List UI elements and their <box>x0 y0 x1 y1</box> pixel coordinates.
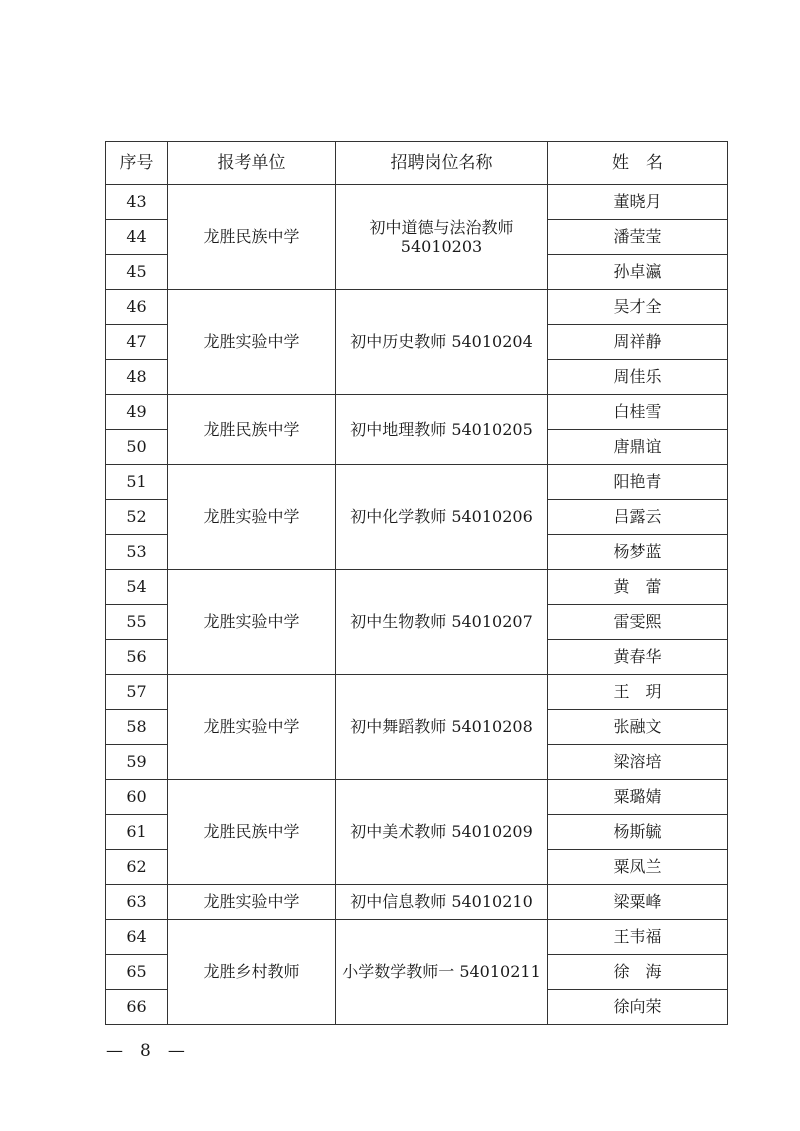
name-cell: 周祥静 <box>548 325 728 360</box>
name-cell: 吴才全 <box>548 290 728 325</box>
seq-cell: 53 <box>106 535 168 570</box>
roster-table <box>105 141 728 1025</box>
unit-cell: 龙胜实验中学 <box>168 570 336 675</box>
post-cell: 初中历史教师 54010204 <box>336 290 548 395</box>
unit-cell: 龙胜实验中学 <box>168 675 336 780</box>
post-cell: 初中美术教师 54010209 <box>336 780 548 885</box>
name-cell: 张融文 <box>548 710 728 745</box>
unit-cell: 龙胜实验中学 <box>168 290 336 395</box>
header-name: 姓 名 <box>548 142 728 185</box>
seq-cell: 60 <box>106 780 168 815</box>
unit-cell: 龙胜实验中学 <box>168 465 336 570</box>
seq-cell: 59 <box>106 745 168 780</box>
seq-cell: 47 <box>106 325 168 360</box>
seq-cell: 52 <box>106 500 168 535</box>
table-row <box>106 920 728 955</box>
name-cell: 潘莹莹 <box>548 220 728 255</box>
table-row <box>106 395 728 430</box>
table-row <box>106 675 728 710</box>
name-cell: 粟璐婧 <box>548 780 728 815</box>
seq-cell: 44 <box>106 220 168 255</box>
seq-cell: 45 <box>106 255 168 290</box>
seq-cell: 46 <box>106 290 168 325</box>
header-row <box>106 142 728 185</box>
seq-cell: 61 <box>106 815 168 850</box>
seq-cell: 64 <box>106 920 168 955</box>
unit-cell: 龙胜实验中学 <box>168 885 336 920</box>
page-number: — 8 — <box>106 1041 185 1061</box>
header-post: 招聘岗位名称 <box>336 142 548 185</box>
name-cell: 孙卓瀛 <box>548 255 728 290</box>
unit-cell: 龙胜民族中学 <box>168 395 336 465</box>
name-cell: 粟凤兰 <box>548 850 728 885</box>
name-cell: 徐 海 <box>548 955 728 990</box>
seq-cell: 57 <box>106 675 168 710</box>
name-cell: 杨梦蓝 <box>548 535 728 570</box>
seq-cell: 51 <box>106 465 168 500</box>
roster-body <box>106 185 728 1025</box>
name-cell: 梁粟峰 <box>548 885 728 920</box>
name-cell: 白桂雪 <box>548 395 728 430</box>
name-cell: 周佳乐 <box>548 360 728 395</box>
name-cell: 王 玥 <box>548 675 728 710</box>
seq-cell: 58 <box>106 710 168 745</box>
name-cell: 徐向荣 <box>548 990 728 1025</box>
seq-cell: 54 <box>106 570 168 605</box>
name-cell: 黄 蕾 <box>548 570 728 605</box>
name-cell: 王韦福 <box>548 920 728 955</box>
seq-cell: 63 <box>106 885 168 920</box>
post-cell: 初中地理教师 54010205 <box>336 395 548 465</box>
seq-cell: 48 <box>106 360 168 395</box>
seq-cell: 50 <box>106 430 168 465</box>
name-cell: 雷雯熙 <box>548 605 728 640</box>
seq-cell: 55 <box>106 605 168 640</box>
name-cell: 唐鼎谊 <box>548 430 728 465</box>
post-cell: 初中道德与法治教师 54010203 <box>336 185 548 290</box>
name-cell: 杨斯毓 <box>548 815 728 850</box>
table-row <box>106 185 728 220</box>
post-cell: 初中化学教师 54010206 <box>336 465 548 570</box>
header-seq: 序号 <box>106 142 168 185</box>
table-row <box>106 570 728 605</box>
post-cell: 初中舞蹈教师 54010208 <box>336 675 548 780</box>
unit-cell: 龙胜民族中学 <box>168 780 336 885</box>
unit-cell: 龙胜民族中学 <box>168 185 336 290</box>
seq-cell: 49 <box>106 395 168 430</box>
seq-cell: 66 <box>106 990 168 1025</box>
table-row <box>106 780 728 815</box>
header-unit: 报考单位 <box>168 142 336 185</box>
seq-cell: 43 <box>106 185 168 220</box>
name-cell: 阳艳青 <box>548 465 728 500</box>
name-cell: 黄春华 <box>548 640 728 675</box>
seq-cell: 65 <box>106 955 168 990</box>
table-row <box>106 290 728 325</box>
name-cell: 梁溶培 <box>548 745 728 780</box>
unit-cell: 龙胜乡村教师 <box>168 920 336 1025</box>
name-cell: 吕露云 <box>548 500 728 535</box>
post-cell: 初中信息教师 54010210 <box>336 885 548 920</box>
post-cell: 初中生物教师 54010207 <box>336 570 548 675</box>
table-row <box>106 885 728 920</box>
table-row <box>106 465 728 500</box>
seq-cell: 62 <box>106 850 168 885</box>
post-cell: 小学数学教师一 54010211 <box>336 920 548 1025</box>
seq-cell: 56 <box>106 640 168 675</box>
name-cell: 董晓月 <box>548 185 728 220</box>
